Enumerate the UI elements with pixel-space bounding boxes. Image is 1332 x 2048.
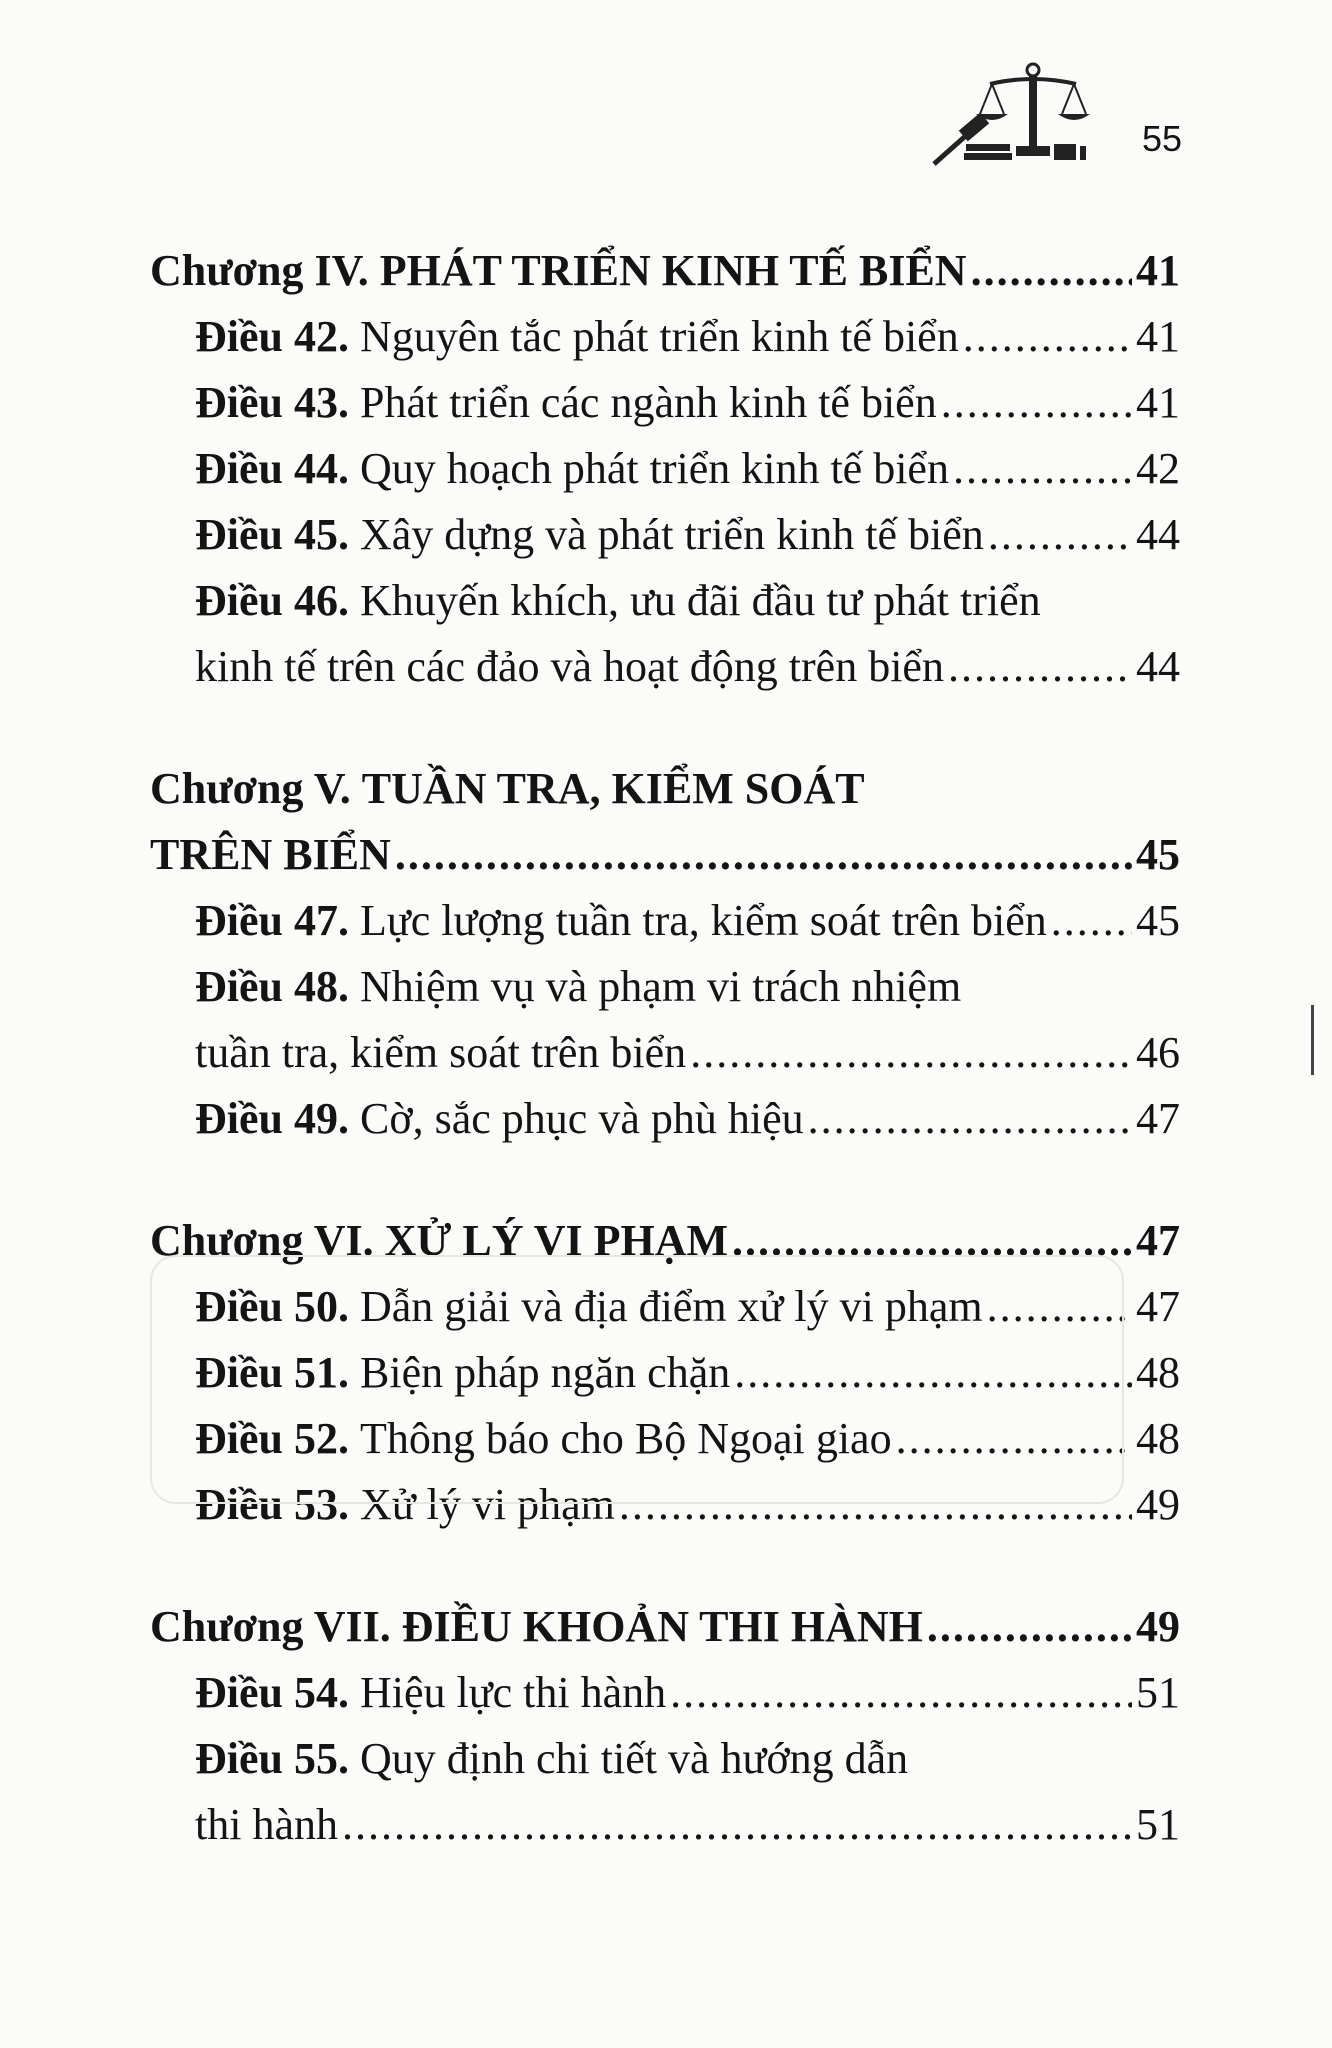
dot-leader bbox=[670, 1660, 1132, 1726]
toc-article-43[interactable] bbox=[150, 370, 1180, 436]
dot-leader bbox=[619, 1472, 1132, 1538]
toc-title: Khuyến khích, ưu đãi đầu tư phát triển bbox=[360, 576, 1041, 625]
toc-chapter-4[interactable] bbox=[150, 238, 1180, 304]
dot-leader bbox=[987, 1274, 1132, 1340]
page-number: 55 bbox=[1141, 118, 1182, 159]
toc-number: Điều 49. bbox=[195, 1094, 360, 1143]
toc-number: Chương VI. bbox=[150, 1216, 385, 1265]
toc-article-51[interactable] bbox=[150, 1340, 1180, 1406]
dot-leader bbox=[734, 1340, 1132, 1406]
toc-title: TUẦN TRA, KIỂM SOÁT bbox=[361, 764, 865, 813]
toc-page: 47 bbox=[1136, 1094, 1180, 1143]
toc-article-46-continued[interactable] bbox=[150, 634, 1180, 700]
toc-article-55-continued[interactable] bbox=[150, 1792, 1180, 1858]
toc-title: Nguyên tắc phát triển kinh tế biển bbox=[360, 312, 959, 361]
toc-title-continued: kinh tế trên các đảo và hoạt động trên biển bbox=[195, 642, 944, 691]
toc-page: 41 bbox=[1136, 312, 1180, 361]
toc-number: Chương VII. bbox=[150, 1602, 402, 1651]
dot-leader bbox=[342, 1792, 1132, 1858]
toc-page: 49 bbox=[1136, 1480, 1180, 1529]
toc-article-42[interactable] bbox=[150, 304, 1180, 370]
toc-number: Điều 50. bbox=[195, 1282, 360, 1331]
toc-page: 41 bbox=[1136, 246, 1180, 295]
dot-leader bbox=[941, 370, 1132, 436]
toc-title: Xây dựng và phát triển kinh tế biển bbox=[360, 510, 984, 559]
page-header bbox=[930, 60, 1182, 170]
toc-article-46[interactable] bbox=[150, 568, 1180, 634]
dot-leader bbox=[732, 1208, 1132, 1274]
dot-leader bbox=[896, 1406, 1132, 1472]
toc-article-55[interactable] bbox=[150, 1726, 1180, 1792]
dot-leader bbox=[971, 238, 1132, 304]
toc-page: 48 bbox=[1136, 1348, 1180, 1397]
toc-article-50[interactable] bbox=[150, 1274, 1180, 1340]
toc-title-continued: tuần tra, kiểm soát trên biển bbox=[195, 1028, 687, 1077]
dot-leader bbox=[963, 304, 1132, 370]
toc-page: 51 bbox=[1136, 1668, 1180, 1717]
dot-leader bbox=[808, 1086, 1132, 1152]
dot-leader bbox=[988, 502, 1132, 568]
toc-article-52[interactable] bbox=[150, 1406, 1180, 1472]
toc-article-48[interactable] bbox=[150, 954, 1180, 1020]
table-of-contents bbox=[150, 238, 1180, 1858]
toc-article-54[interactable] bbox=[150, 1660, 1180, 1726]
toc-number: Điều 42. bbox=[195, 312, 360, 361]
toc-article-44[interactable] bbox=[150, 436, 1180, 502]
toc-number: Điều 44. bbox=[195, 444, 360, 493]
toc-number: Điều 46. bbox=[195, 576, 360, 625]
toc-title-continued: thi hành bbox=[195, 1800, 338, 1849]
toc-title: ĐIỀU KHOẢN THI HÀNH bbox=[401, 1602, 923, 1651]
toc-page: 45 bbox=[1136, 830, 1180, 879]
toc-article-48-continued[interactable] bbox=[150, 1020, 1180, 1086]
toc-title: Phát triển các ngành kinh tế biển bbox=[360, 378, 937, 427]
toc-number: Chương V. bbox=[150, 764, 362, 813]
toc-title: PHÁT TRIỂN KINH TẾ BIỂN bbox=[379, 246, 967, 295]
toc-page: 46 bbox=[1136, 1028, 1180, 1077]
toc-page: 47 bbox=[1136, 1216, 1180, 1265]
dot-leader bbox=[1051, 888, 1132, 954]
toc-number: Điều 47. bbox=[195, 896, 360, 945]
toc-article-49[interactable] bbox=[150, 1086, 1180, 1152]
toc-page: 48 bbox=[1136, 1414, 1180, 1463]
toc-title: Biện pháp ngăn chặn bbox=[360, 1348, 731, 1397]
toc-article-47[interactable] bbox=[150, 888, 1180, 954]
toc-page: 47 bbox=[1136, 1282, 1180, 1331]
toc-article-53[interactable] bbox=[150, 1472, 1180, 1538]
toc-title: Quy hoạch phát triển kinh tế biển bbox=[360, 444, 949, 493]
toc-page: 45 bbox=[1136, 896, 1180, 945]
toc-title: Lực lượng tuần tra, kiểm soát trên biển bbox=[360, 896, 1047, 945]
toc-page: 49 bbox=[1136, 1602, 1180, 1651]
toc-page: 42 bbox=[1136, 444, 1180, 493]
toc-title: Dẫn giải và địa điểm xử lý vi phạm bbox=[360, 1282, 983, 1331]
toc-title: Thông báo cho Bộ Ngoại giao bbox=[360, 1414, 892, 1463]
toc-title: Nhiệm vụ và phạm vi trách nhiệm bbox=[360, 962, 962, 1011]
toc-page: 44 bbox=[1136, 510, 1180, 559]
toc-page: 51 bbox=[1136, 1800, 1180, 1849]
toc-number: Điều 52. bbox=[195, 1414, 360, 1463]
toc-title: XỬ LÝ VI PHẠM bbox=[384, 1216, 729, 1265]
dot-leader bbox=[395, 822, 1132, 888]
toc-number: Điều 51. bbox=[195, 1348, 360, 1397]
toc-page: 41 bbox=[1136, 378, 1180, 427]
toc-number: Điều 53. bbox=[195, 1480, 360, 1529]
toc-chapter-5[interactable] bbox=[150, 756, 1180, 822]
toc-page: 44 bbox=[1136, 642, 1180, 691]
toc-number: Điều 43. bbox=[195, 378, 360, 427]
toc-number: Điều 55. bbox=[195, 1734, 360, 1783]
toc-chapter-7[interactable] bbox=[150, 1594, 1180, 1660]
toc-title: Xử lý vi phạm bbox=[360, 1480, 615, 1529]
toc-number: Điều 45. bbox=[195, 510, 360, 559]
toc-title: Cờ, sắc phục và phù hiệu bbox=[360, 1094, 804, 1143]
scales-gavel-icon bbox=[930, 60, 1100, 170]
toc-title-continued: TRÊN BIỂN bbox=[150, 830, 391, 879]
margin-mark bbox=[1311, 1005, 1314, 1075]
dot-leader bbox=[690, 1020, 1132, 1086]
dot-leader bbox=[927, 1594, 1132, 1660]
toc-chapter-6[interactable] bbox=[150, 1208, 1180, 1274]
dot-leader bbox=[953, 436, 1132, 502]
toc-number: Chương IV. bbox=[150, 246, 380, 295]
toc-article-45[interactable] bbox=[150, 502, 1180, 568]
dot-leader bbox=[948, 634, 1132, 700]
toc-title: Quy định chi tiết và hướng dẫn bbox=[360, 1734, 909, 1783]
toc-number: Điều 48. bbox=[195, 962, 360, 1011]
toc-title: Hiệu lực thi hành bbox=[360, 1668, 667, 1717]
toc-chapter-5-continued[interactable] bbox=[150, 822, 1180, 888]
toc-number: Điều 54. bbox=[195, 1668, 360, 1717]
